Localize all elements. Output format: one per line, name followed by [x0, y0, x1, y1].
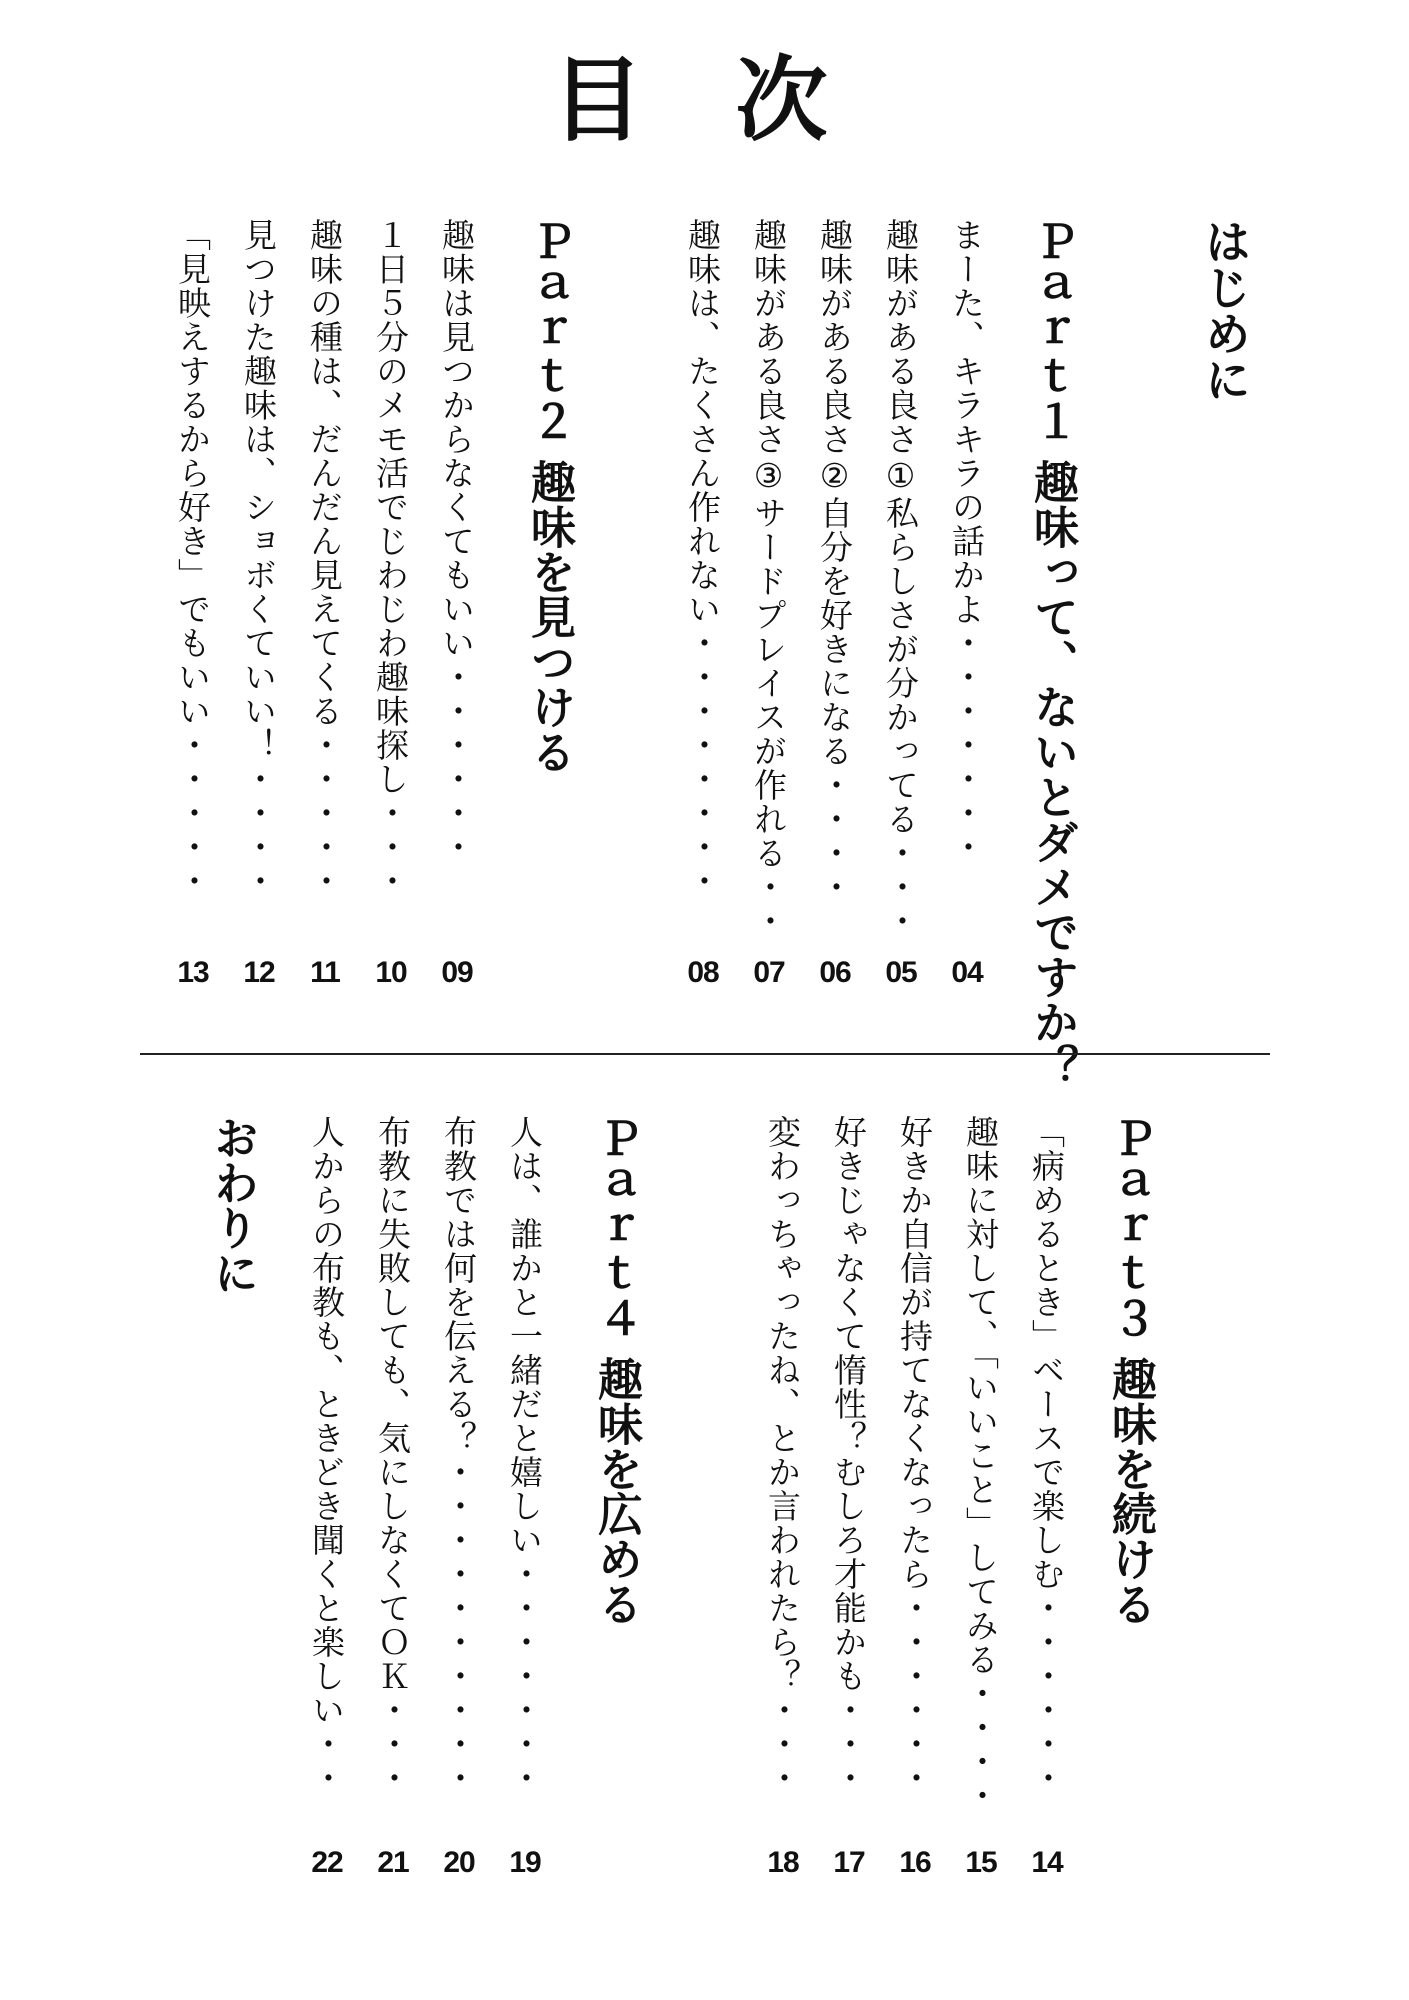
toc-entry[interactable]: 趣味がある良さ③サードプレイスが作れる・・ — [749, 218, 788, 938]
toc-entry[interactable]: 布教では何を伝える？・・・・・・・・・・ — [439, 1115, 478, 1795]
page-number: 06 — [819, 956, 851, 989]
toc-entry[interactable]: 好きか自信が持てなくなったら・・・・・・ — [895, 1115, 934, 1795]
page-number: 13 — [177, 956, 209, 989]
part4-heading[interactable]: Ｐａｒｔ４ 趣味を広める — [590, 1115, 643, 1626]
toc-entry[interactable]: まーた、キラキラの話かよ・・・・・・・ — [947, 218, 986, 864]
page-number: 20 — [443, 1846, 475, 1879]
page-number: 12 — [243, 956, 275, 989]
page-number: 19 — [509, 1846, 541, 1879]
page-number: 09 — [441, 956, 473, 989]
page-number: 14 — [1031, 1846, 1063, 1879]
toc-entry[interactable]: １日５分のメモ活でじわじわ趣味探し・・・ — [371, 218, 410, 898]
page-number: 10 — [375, 956, 407, 989]
toc-entry[interactable]: 趣味の種は、だんだん見えてくる・・・・・ — [305, 218, 344, 898]
page-number: 21 — [377, 1846, 409, 1879]
toc-entry[interactable]: 布教に失敗しても、気にしなくてＯＫ・・・ — [373, 1115, 412, 1795]
part3-heading[interactable]: Ｐａｒｔ３ 趣味を続ける — [1104, 1115, 1157, 1626]
page-number: 17 — [833, 1846, 865, 1879]
part2-heading[interactable]: Ｐａｒｔ２ 趣味を見つける — [523, 218, 576, 774]
toc-entry[interactable]: 人からの布教も、ときどき聞くと楽しい・・ — [307, 1115, 346, 1795]
toc-entry[interactable]: 変わっちゃったね、とか言われたら？・・・ — [763, 1115, 802, 1795]
page-number: 18 — [767, 1846, 799, 1879]
page-number: 04 — [951, 956, 983, 989]
toc-entry[interactable]: 趣味に対して、「いいこと」してみる・・・・ — [961, 1115, 1000, 1813]
toc-entry[interactable]: 好きじゃなくて惰性？むしろ才能かも・・・ — [829, 1115, 868, 1795]
page-title: 目 次 — [551, 47, 858, 154]
outro-heading[interactable]: おわりに — [206, 1115, 259, 1295]
page-number: 08 — [687, 956, 719, 989]
page-number: 07 — [753, 956, 785, 989]
page-number: 11 — [310, 956, 340, 989]
page-number: 22 — [311, 1846, 343, 1879]
part1-heading[interactable]: Ｐａｒｔ１ 趣味って、ないとダメですか？ — [1026, 218, 1079, 1089]
toc-entry[interactable]: 趣味は見つからなくてもいい・・・・・・ — [437, 218, 476, 864]
page-number: 05 — [885, 956, 917, 989]
intro-heading[interactable]: はじめに — [1198, 218, 1252, 402]
page-number: 15 — [965, 1846, 997, 1879]
toc-entry[interactable]: 「病めるとき」ベースで楽しむ・・・・・・ — [1027, 1115, 1066, 1795]
toc-entry[interactable]: 趣味がある良さ②自分を好きになる・・・・ — [815, 218, 854, 904]
toc-entry[interactable]: 趣味がある良さ①私らしさが分かってる・・・ — [881, 218, 920, 938]
section-divider — [140, 1053, 1270, 1055]
toc-entry[interactable]: 「見映えするから好き」でもいい・・・・・ — [173, 218, 212, 898]
toc-entry[interactable]: 人は、誰かと一緒だと嬉しい・・・・・・・ — [505, 1115, 544, 1795]
toc-entry[interactable]: 見つけた趣味は、ショボくていい！・・・・ — [239, 218, 278, 898]
toc-entry[interactable]: 趣味は、たくさん作れない・・・・・・・・ — [683, 218, 722, 898]
page-number: 16 — [899, 1846, 931, 1879]
